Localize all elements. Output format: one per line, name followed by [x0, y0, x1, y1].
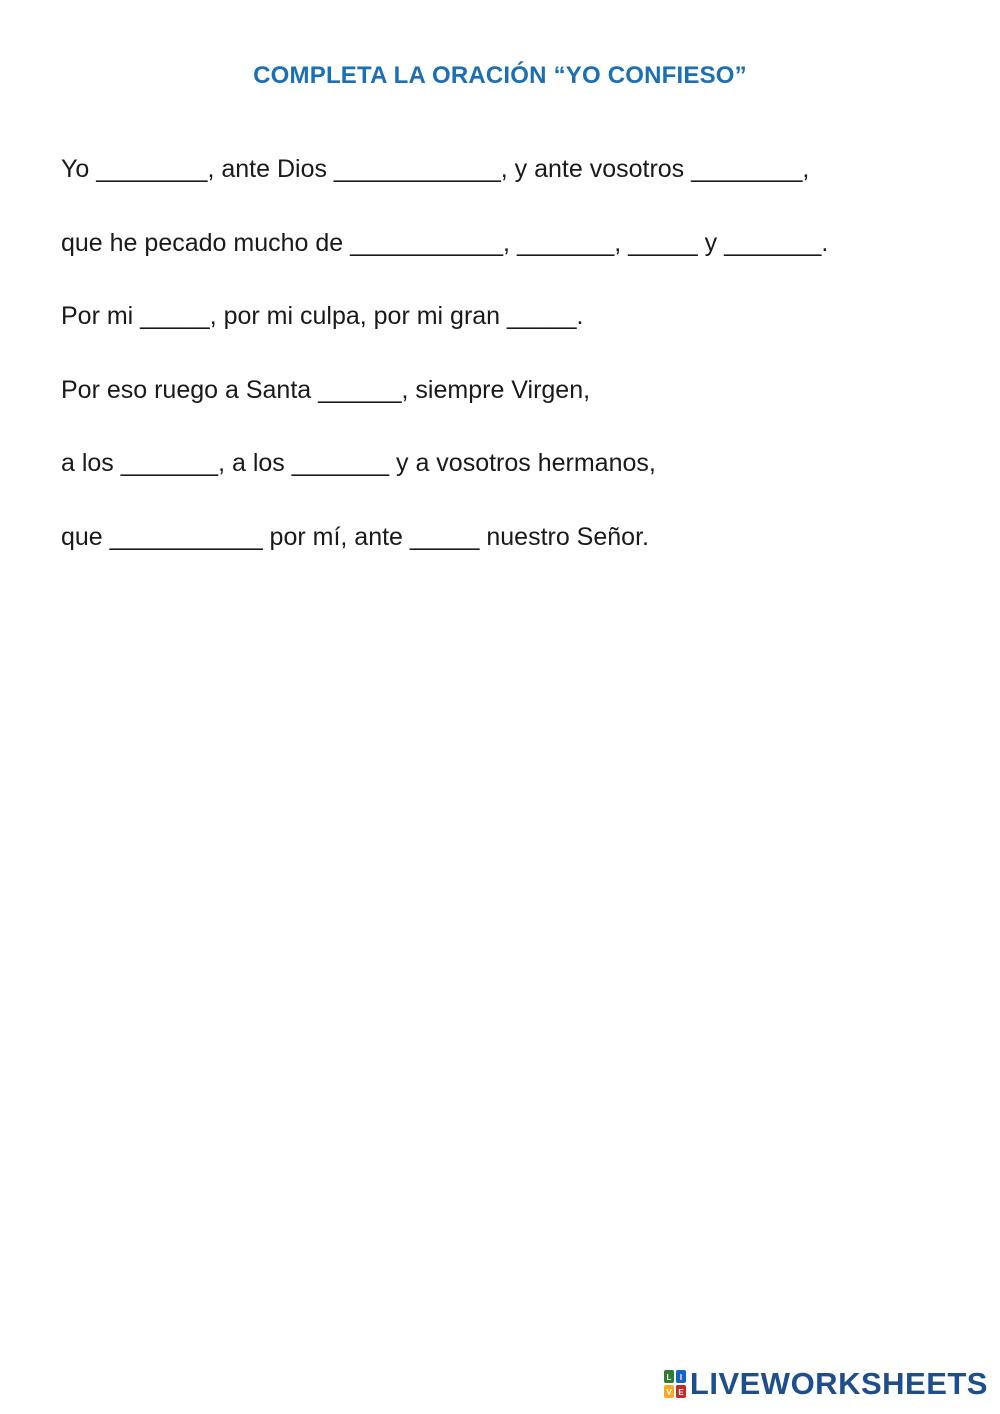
prayer-lines: [61, 150, 961, 591]
worksheet-title: COMPLETA LA ORACIÓN “YO CONFIESO”: [253, 62, 747, 89]
liveworksheets-brand: [664, 1366, 988, 1402]
prayer-line-1[interactable]: Yo ________, ante Dios ____________, y ante vosotros ________,: [61, 155, 810, 183]
prayer-line-6[interactable]: que ___________ por mí, ante _____ nuestro Señor.: [61, 522, 649, 551]
prayer-line-5[interactable]: a los _______, a los _______ y a vosotros hermanos,: [61, 449, 656, 477]
prayer-line-3[interactable]: Por mi _____, por mi culpa, por mi gran _____.: [61, 302, 584, 330]
svg-text:E: E: [678, 1388, 684, 1397]
prayer-line-2[interactable]: que he pecado mucho de ___________, _______, _____ y _______.: [61, 228, 829, 257]
svg-text:V: V: [666, 1388, 672, 1397]
liveworksheets-wordmark: LIVEWORKSHEETS: [689, 1366, 988, 1401]
prayer-line-4[interactable]: Por eso ruego a Santa ______, siempre Virgen,: [61, 375, 591, 404]
liveworksheets-logo-icon: [664, 1370, 686, 1398]
svg-text:L: L: [666, 1373, 672, 1382]
svg-text:I: I: [679, 1373, 683, 1382]
